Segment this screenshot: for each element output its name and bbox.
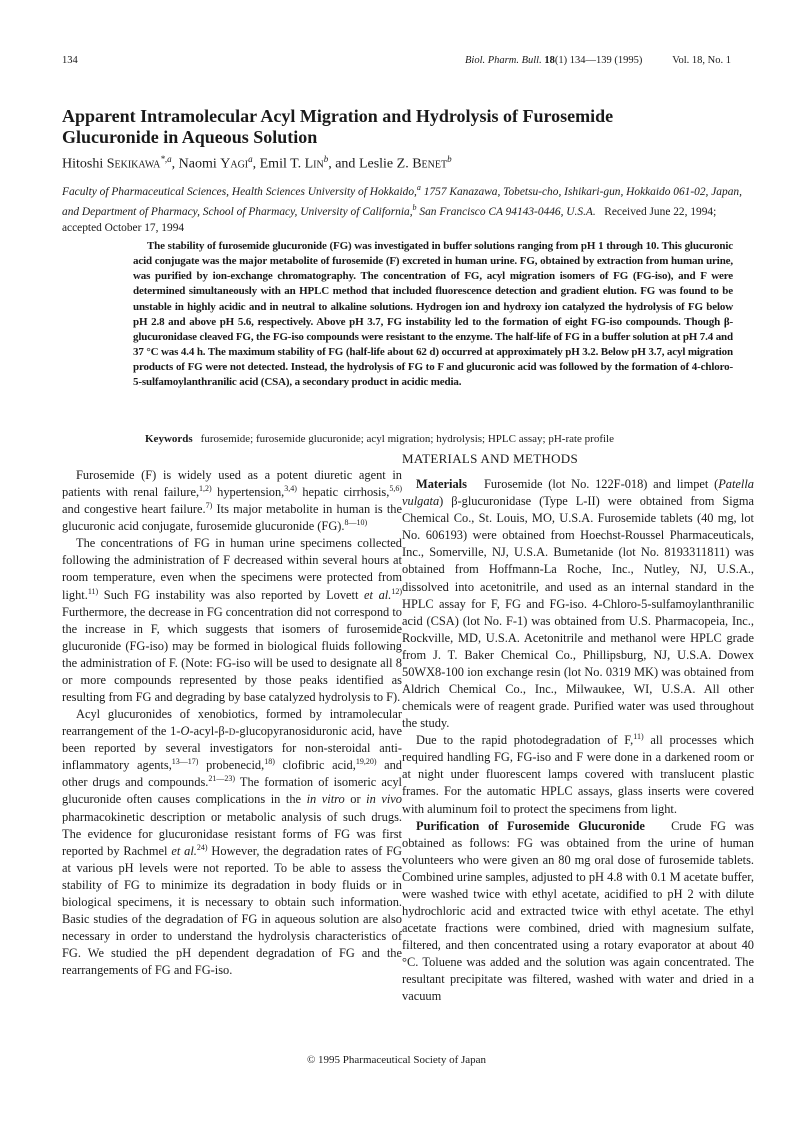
materials-paragraph: Materials Furosemide (lot No. 122F-018) and limpet (Patella vulgata) β-glucuronidase (Type L-II) were obtained from Sigma Chemical Co., St. Louis, MO, U.S.A. Furosemide tablets (40 mg, lot No. 606193) were obtained from Hoechst-Roussel Pharmaceuticals, Inc., Somerville, NJ, U.S.A. Bumetanide (lot No. 8193311811) was obtained from Hoffmann-La Roche, Inc., Nutley, NJ, U.S.A., dissolved into acetonitrile, and used as an internal standard in the HPLC assay for F, FG and FG-iso. 4-Chloro-5-sulfamoylanthranilic acid (CSA) (lot No. F-1) was obtained from U.S. Pharmacopeia, Inc., Rockville, MD, U.S.A. Acetonitrile and methanol were HPLC grade from J. T. Baker Chemical Co., Phillipsburg, NJ, U.S.A. Dowex 50WX8-100 ion exchange resin (lot No. 0319 MK) was obtained from Aldrich Chemical Co., Inc., Milwaukee, WI, U.S.A. All other chemicals were of reagent grade. Purified water was used throughout the study. [402, 477, 754, 731]
section-heading: MATERIALS AND METHODS [402, 451, 579, 466]
abstract: The stability of furosemide glucuronide (FG) was investigated in buffer solutions ranging from pH 1 through 10. This glucuronic acid conjugate was the major metabolite of furosemide (F) excreted in human urine. FG, obtained by extraction from human urine, was purified by ion-exchange chromatography. The concentration of FG, acyl migration isomers of FG (FG-iso), and F were determined simultaneously with an HPLC method that included fluorescence detection and gradient elution. FG was found to be unstable in highly acidic and in neutral to alkaline solutions. Hydrogen ion and hydroxy ion catalyzed the hydrolysis of FG below pH 2.8 and above pH 5.6, respectively. Above pH 3.7, FG instability led to the formation of eight FG-iso compounds. Though β-glucuronidase cleaved FG, the FG-iso compounds were resistant to the enzyme. The half-life of FG in a buffer solution at pH 7.4 and 37 °C was 4.4 h. The maximum stability of FG (half-life about 62 d) occurred at approximately pH 3.2. Below pH 3.7, acyl migration products of FG were not detected. Instead, the hydrolysis of FG to F and glucuronic acid was followed by the formation of 4-chloro-5-sulfamoylanthranilic acid (CSA), a secondary product in acidic media. [133, 240, 733, 389]
author-mark: a [248, 154, 253, 164]
affiliation-mark: b [412, 203, 417, 213]
purification-paragraph: Purification of Furosemide Glucuronide Crude FG was obtained as follows: FG was obtained from the urine of human volunteers who were given an 80 mg oral dose of furosemide tablets. Combined urine samples, adjusted to pH 4.8 with 0.1 M acetate buffer, were washed twice with ethyl acetate, acidified to pH 2 with dilute hydrochloric acid and extracted twice with ethyl acetate. The ethyl acetate fractions were combined, dried with magnesium sulfate, filtered, and then concentrated using a rotary evaporator at about 40 °C. Toluene was added and the solution was again concentrated. The resultant precipitate was filtered, washed with water and dried in a vacuum [402, 818, 758, 1004]
photodegradation-paragraph: Due to the rapid photodegradation of F,$^{11)}$ all processes which required handling FG, FG-iso and F were done in a darkened room or at night under fluorescent lamps covered with translucent plastic frames. For the automatic HPLC assays, glass inserts were covered with aluminum foil to protect the specimens from light. [402, 732, 754, 816]
intro-paragraph-3: Acyl glucuronides of xenobiotics, formed by intramolecular rearrangement of the 1-O-acyl-β-d-glucopyranosiduronic acid, have been reported by several investigators for non-steroidal anti-inflammatory agents,$^{13—17)}$ probenecid,$^{18)}$ clofibric acid,$^{19,20)}$ and other drugs and compounds.$^{21—23)}$ The formation of isomeric acyl glucuronide often causes complications in the in vitro or in vivo pharmacokinetic description or metabolic analysis of such drugs. The evidence for glucuronidase resistant forms of FG was first reported by Rachmel et al.$^{24)}$ However, the degradation rates of FG at various pH levels were not reported. To be able to assess the stability of FG to minimize its degradation in body fluids or in biological specimens, it is necessary to obtain such information. Basic studies of the degradation of FG in aqueous solution are also necessary in order to understand the hydrolysis characteristics of FG. We studied the pH dependent degradation of FG and the rearrangements of FG and FG-iso. [62, 707, 403, 978]
author-given-name: Hitoshi [62, 156, 107, 172]
author-mark: b [323, 154, 329, 164]
copyright-footer: © 1995 Pharmaceutical Society of Japan [306, 1054, 487, 1066]
keywords-list: furosemide; furosemide glucuronide; acyl migration; hydrolysis; HPLC assay; pH-rate profile [200, 433, 614, 445]
journal-issue-pages: (1) 134—139 (1995) [554, 55, 643, 66]
citation-ref: 11) [633, 732, 644, 742]
citation-ref: 24) [196, 842, 208, 852]
author-mark: *,a [160, 154, 172, 164]
citation-ref: 8—10) [344, 518, 368, 528]
running-header [62, 55, 731, 69]
affiliation-text-3: San Francisco CA 94143-0446, U.S.A. [416, 206, 596, 219]
author-given-name: Emil T. [259, 156, 305, 172]
left-column [62, 450, 402, 979]
keywords-label: Keywords [145, 433, 193, 445]
citation-ref: 5,6) [389, 483, 402, 493]
author-family-name: Lin [304, 156, 324, 172]
citation-ref: 12) [391, 586, 402, 596]
author-list: Hitoshi Sekikawa$^{*,a}$, Naomi Yagi$^a$, Emil T. Lin$^b$, and Leslie Z. Benet$^b$ [62, 154, 452, 172]
journal-volume: 18 [544, 55, 555, 66]
journal-name: Biol. Pharm. Bull. [465, 55, 542, 66]
citation-ref: 3,4) [284, 483, 297, 493]
affiliations [62, 180, 752, 236]
page-number: 134 [62, 55, 78, 66]
intro-paragraph-2: The concentrations of FG in human urine specimens collected following the administration of F decreased within several hours at room temperature, even when the specimens were protected from light.$^{11)}$ Such FG instability was also reported by Lovett et al.$^{12)}$ Furthermore, the decrease in FG concentration did not correspond to the increase in F, which suggests that isomers of furosemide glucuronide (FG-iso) may be formed in biological fluids following the administration of F. (Note: FG-iso will be used to designate all 8 or more compounds represented by those peaks identified as resulting from FG and degrading by base catalyzed hydrolysis to F). [62, 536, 402, 705]
author-mark: b [447, 154, 452, 164]
intro-paragraph-1: Furosemide (F) is widely used as a potent diuretic agent in patients with renal failure,$^{1,2)}$ hypertension,$^{3,4)}$ hepatic cirrhosis,$^{5,6)}$ and congestive heart failure.$^{7)}$ Its major metabolite in human is the glucuronic acid conjugate, furosemide glucuronide (FG).$^{8—10)}$ [62, 468, 402, 534]
citation-ref: 18) [264, 757, 275, 767]
right-column [402, 450, 758, 1006]
citation-ref: 13—17) [171, 757, 199, 767]
volume-label: Vol. 18, No. 1 [672, 55, 731, 66]
author-given-name: Naomi [178, 156, 221, 172]
author-given-name: Leslie Z. [358, 156, 413, 172]
citation-ref: 7) [205, 501, 213, 511]
run-in-heading: Purification of Furosemide Glucuronide [416, 818, 645, 833]
run-in-heading: Materials [416, 477, 467, 492]
citation-ref: 11) [87, 586, 99, 596]
affiliation-mark: a [416, 183, 421, 192]
journal-citation [465, 55, 642, 66]
author-family-name: Yagi [220, 156, 249, 172]
citation-ref: 19,20) [355, 757, 377, 767]
keywords-line [133, 433, 614, 445]
author-family-name: Sekikawa [106, 156, 161, 172]
citation-ref: 21—23) [208, 774, 236, 784]
citation-ref: 1,2) [199, 483, 212, 493]
affiliation-text-2: 1757 Kanazawa, Tobetsu-cho, Ishikari-gun, Hokkaido 061-02, Japan, and Department of Pharmacy, School of Pharmacy, University of California, [62, 185, 742, 219]
received-dates: Received June 22, 1994; accepted October 17, 1994 [62, 206, 717, 234]
affiliation-text-1: Faculty of Pharmaceutical Sciences, Health Sciences University of Hokkaido, [62, 185, 417, 198]
article-title: Apparent Intramolecular Acyl Migration and Hydrolysis of Furosemide Glucuronide in Aqueous Solution [62, 106, 614, 147]
author-family-name: Benet [412, 156, 448, 172]
